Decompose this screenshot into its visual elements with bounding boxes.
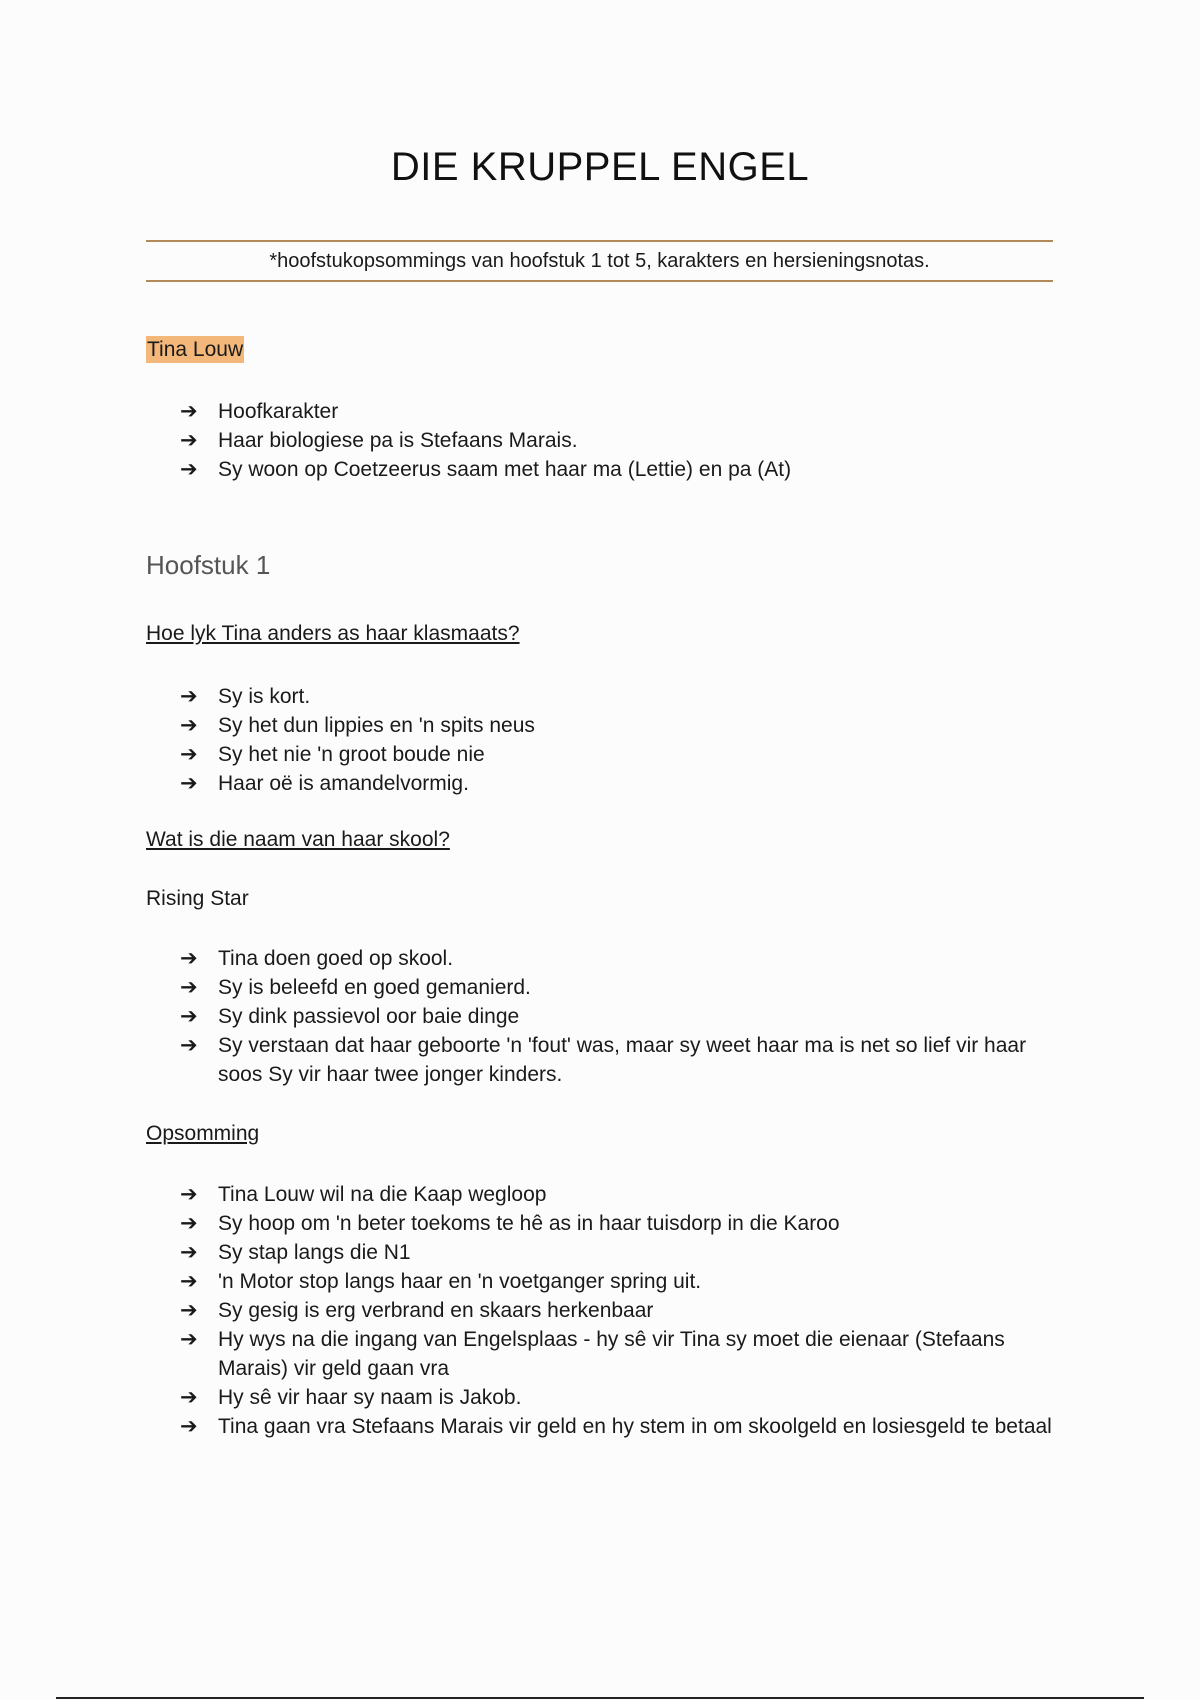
arrow-right-icon: ➔ [180,947,198,970]
arrow-right-icon: ➔ [180,1299,198,1322]
list-item: ➔ Tina Louw wil na die Kaap wegloop [180,1180,1060,1209]
list-item: ➔ Sy het dun lippies en 'n spits neus [180,711,1060,740]
list-item: ➔ Sy woon op Coetzeerus saam met haar ma (Lettie) en pa (At) [180,455,1060,484]
list-item: ➔ Hy sê vir haar sy naam is Jakob. [180,1383,1060,1412]
list-item: ➔ Sy verstaan dat haar geboorte 'n 'fout' was, maar sy weet haar ma is net so lief vir haar soos Sy vir haar twee jonger kinders. [180,1031,1060,1089]
list-item: ➔ Hy wys na die ingang van Engelsplaas - hy sê vir Tina sy moet die eienaar (Stefaans Marais) vir geld gaan vra [180,1325,1060,1383]
arrow-right-icon: ➔ [180,400,198,423]
question-heading-school: Wat is die naam van haar skool? [146,828,450,851]
list-item: ➔ Tina gaan vra Stefaans Marais vir geld en hy stem in om skoolgeld en losiesgeld te betaal [180,1412,1060,1441]
list-item: ➔ Haar biologiese pa is Stefaans Marais. [180,426,1060,455]
arrow-right-icon: ➔ [180,1183,198,1206]
arrow-right-icon: ➔ [180,1212,198,1235]
school-answer: Rising Star [146,887,249,910]
list-item: ➔ Sy gesig is erg verbrand en skaars herkenbaar [180,1296,1060,1325]
character-name: Tina Louw [147,338,244,361]
list-item: ➔ Tina doen goed op skool. [180,944,1060,973]
chapter-heading: Hoofstuk 1 [146,550,271,580]
arrow-right-icon: ➔ [180,1386,198,1409]
school-bullet-list [180,944,1060,1089]
list-item: ➔ 'n Motor stop langs haar en 'n voetganger spring uit. [180,1267,1060,1296]
character-heading [146,338,244,362]
page-bottom-rule [56,1697,1144,1699]
list-item: ➔ Hoofkarakter [180,397,1060,426]
list-item: ➔ Sy stap langs die N1 [180,1238,1060,1267]
arrow-right-icon: ➔ [180,772,198,795]
document-title: DIE KRUPPEL ENGEL [390,145,810,189]
list-item: ➔ Sy het nie 'n groot boude nie [180,740,1060,769]
arrow-right-icon: ➔ [180,1328,198,1351]
arrow-right-icon: ➔ [180,458,198,481]
arrow-right-icon: ➔ [180,1241,198,1264]
arrow-right-icon: ➔ [180,714,198,737]
subtitle-banner [146,240,1053,282]
list-item: ➔ Sy dink passievol oor baie dinge [180,1002,1060,1031]
arrow-right-icon: ➔ [180,1005,198,1028]
list-item: ➔ Haar oë is amandelvormig. [180,769,1060,798]
arrow-right-icon: ➔ [180,743,198,766]
summary-bullet-list [180,1180,1060,1441]
character-bullet-list [180,397,1060,484]
arrow-right-icon: ➔ [180,429,198,452]
arrow-right-icon: ➔ [180,1034,198,1057]
appearance-bullet-list [180,682,1060,798]
arrow-right-icon: ➔ [180,976,198,999]
list-item: ➔ Sy is kort. [180,682,1060,711]
arrow-right-icon: ➔ [180,1415,198,1438]
list-item: ➔ Sy hoop om 'n beter toekoms te hê as in haar tuisdorp in die Karoo [180,1209,1060,1238]
summary-heading: Opsomming [146,1122,260,1145]
arrow-right-icon: ➔ [180,1270,198,1293]
arrow-right-icon: ➔ [180,685,198,708]
question-heading-appearance: Hoe lyk Tina anders as haar klasmaats? [146,622,520,645]
subtitle-text: *hoofstukopsommings van hoofstuk 1 tot 5, karakters en hersieningsnotas. [269,249,930,272]
list-item: ➔ Sy is beleefd en goed gemanierd. [180,973,1060,1002]
